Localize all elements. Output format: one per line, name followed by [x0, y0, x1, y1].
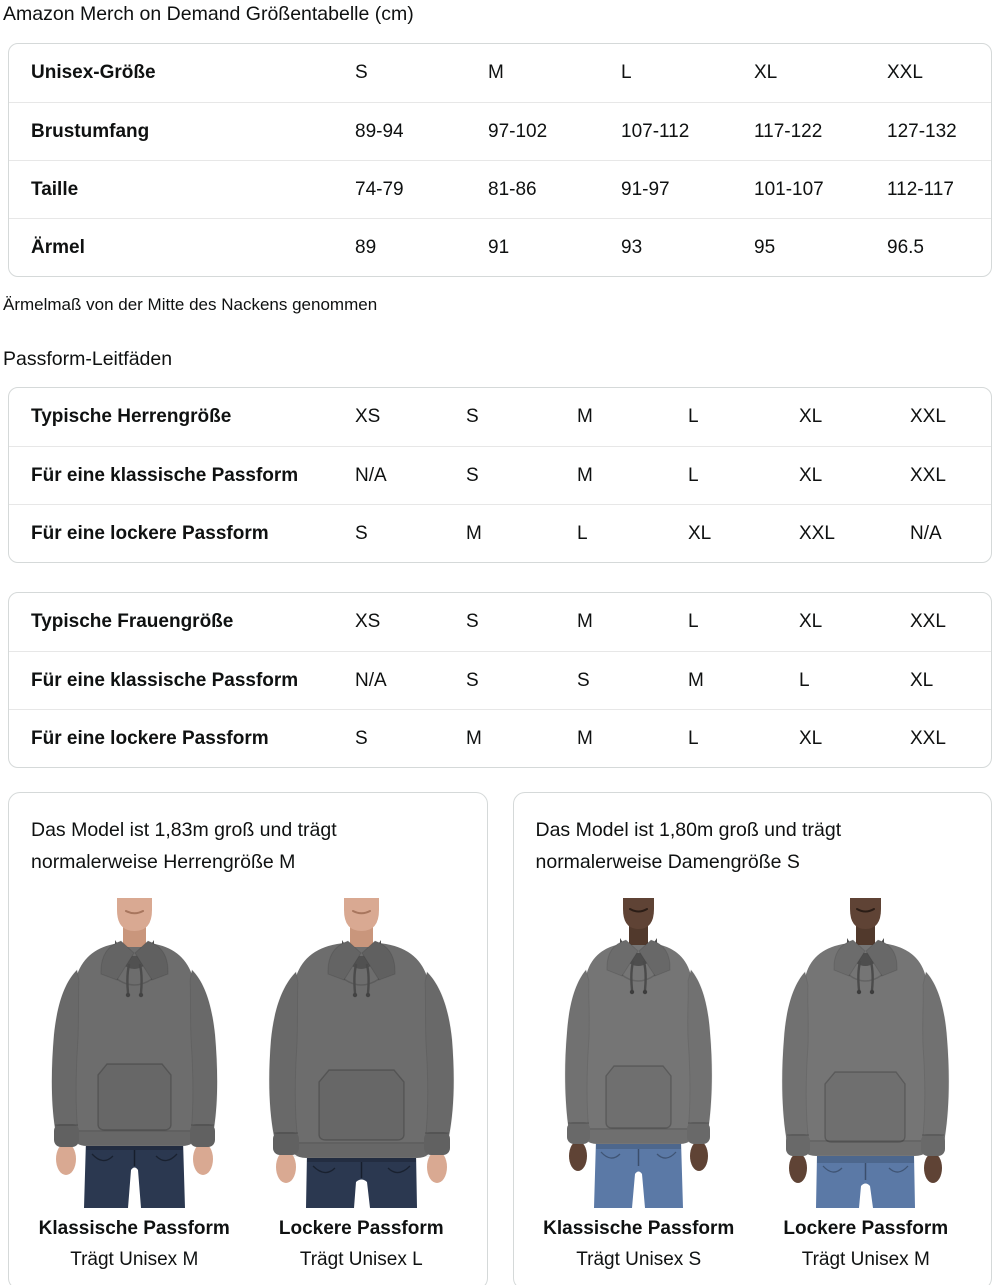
size-cell: L — [577, 522, 588, 544]
row-label: Für eine lockere Passform — [31, 522, 269, 544]
size-cell: M — [577, 464, 593, 486]
size-caption: Trägt Unisex L — [299, 1249, 423, 1270]
row-label: Taille — [31, 178, 79, 200]
table-row — [9, 44, 991, 102]
size-cell: XL — [799, 727, 823, 749]
size-cell: L — [688, 611, 699, 632]
table-row — [9, 388, 991, 446]
fit-caption: Lockere Passform — [278, 1218, 444, 1239]
model-figures — [526, 898, 980, 1271]
row-label: Ärmel — [31, 236, 85, 258]
size-cell: XXL — [799, 522, 835, 544]
size-cell: 97-102 — [488, 120, 548, 142]
size-cell: XXL — [910, 727, 946, 749]
size-cell: M — [688, 669, 704, 691]
size-cell: 96.5 — [887, 236, 924, 258]
size-cell: M — [466, 522, 482, 544]
row-label: Typische Herrengröße — [31, 406, 232, 427]
size-cell: 101-107 — [754, 178, 824, 200]
fit-caption: Klassische Passform — [38, 1218, 230, 1239]
size-cell: XL — [799, 464, 823, 486]
table-row — [9, 651, 991, 709]
model-photo-female-loose-fit — [753, 898, 978, 1208]
size-cell: S — [355, 727, 368, 749]
model-cards-row — [8, 792, 992, 1285]
size-cell: XL — [799, 406, 823, 427]
table-row — [9, 160, 991, 218]
card-description: Das Model ist 1,80m groß und trägt normalerweise Damengröße S — [535, 819, 842, 873]
size-cell: 91 — [488, 236, 510, 258]
row-label: Für eine lockere Passform — [31, 727, 269, 749]
table-row — [9, 709, 991, 767]
size-cell: S — [466, 406, 479, 427]
size-caption: Trägt Unisex S — [576, 1249, 702, 1270]
size-cell: 117-122 — [754, 120, 823, 142]
model-photo-female-classic-fit — [526, 898, 751, 1208]
table-row — [9, 504, 991, 562]
fit-guides-heading: Passform-Leitfäden — [3, 348, 173, 370]
model-photo-male-classic-fit — [22, 898, 247, 1208]
size-cell: XXL — [910, 464, 946, 486]
size-cell: XXL — [910, 406, 946, 427]
size-cell: N/A — [355, 669, 387, 691]
size-cell: 89 — [355, 236, 377, 258]
size-cell: S — [466, 669, 479, 691]
size-cell: N/A — [910, 522, 942, 544]
size-cell: 127-132 — [887, 120, 957, 142]
size-cell: 95 — [754, 236, 776, 258]
table-row — [9, 102, 991, 160]
mens-fit-table — [8, 387, 992, 563]
table-row — [9, 218, 991, 276]
model-figure — [526, 898, 751, 1271]
size-cell: S — [466, 611, 479, 632]
size-cell: 93 — [621, 236, 643, 258]
size-caption: Trägt Unisex M — [70, 1249, 199, 1270]
size-cell: L — [621, 62, 632, 83]
female-model-card — [513, 792, 993, 1285]
sleeve-measure-note: Ärmelmaß von der Mitte des Nackens genommen — [3, 295, 378, 314]
size-cell: L — [799, 669, 810, 691]
size-cell: XXL — [910, 611, 946, 632]
row-label: Für eine klassische Passform — [31, 669, 299, 691]
size-cell: XXL — [887, 62, 923, 83]
size-cell: M — [488, 62, 504, 83]
size-cell: S — [355, 62, 368, 83]
size-cell: 74-79 — [355, 178, 404, 200]
size-cell: 91-97 — [621, 178, 670, 200]
size-cell: M — [577, 406, 593, 427]
row-label: Brustumfang — [31, 120, 150, 142]
size-cell: M — [577, 611, 593, 632]
fit-caption: Klassische Passform — [543, 1218, 735, 1239]
size-cell: XS — [355, 611, 381, 632]
model-photo-male-loose-fit — [249, 898, 474, 1208]
size-cell: S — [577, 669, 590, 691]
size-cell: 112-117 — [887, 178, 954, 200]
size-cell: 107-112 — [621, 120, 690, 142]
womens-fit-table — [8, 592, 992, 768]
size-cell: L — [688, 727, 699, 749]
row-label: Typische Frauengröße — [31, 611, 234, 632]
size-cell: XL — [799, 611, 823, 632]
size-cell: XL — [754, 62, 778, 83]
size-cell: 81-86 — [488, 178, 537, 200]
size-cell: S — [466, 464, 479, 486]
card-description: Das Model ist 1,83m groß und trägt normalerweise Herrengröße M — [31, 819, 337, 873]
table-row — [9, 446, 991, 504]
page-title: Amazon Merch on Demand Größentabelle (cm) — [3, 3, 414, 25]
model-figure — [249, 898, 474, 1271]
size-cell: L — [688, 464, 699, 486]
model-figures — [21, 898, 475, 1271]
table-row — [9, 593, 991, 651]
size-cell: N/A — [355, 464, 387, 486]
size-cell: XL — [688, 522, 712, 544]
male-model-card — [8, 792, 488, 1285]
size-cell: S — [355, 522, 368, 544]
size-cell: XS — [355, 406, 381, 427]
size-caption: Trägt Unisex M — [801, 1249, 930, 1270]
size-cell: L — [688, 406, 699, 427]
size-cell: M — [466, 727, 482, 749]
size-cell: 89-94 — [355, 120, 404, 142]
row-label: Für eine klassische Passform — [31, 464, 299, 486]
size-cell: M — [577, 727, 593, 749]
model-figure — [22, 898, 247, 1271]
row-label: Unisex-Größe — [31, 62, 156, 83]
size-cell: XL — [910, 669, 934, 691]
fit-caption: Lockere Passform — [783, 1218, 949, 1239]
model-figure — [753, 898, 978, 1271]
unisex-size-table — [8, 43, 992, 277]
